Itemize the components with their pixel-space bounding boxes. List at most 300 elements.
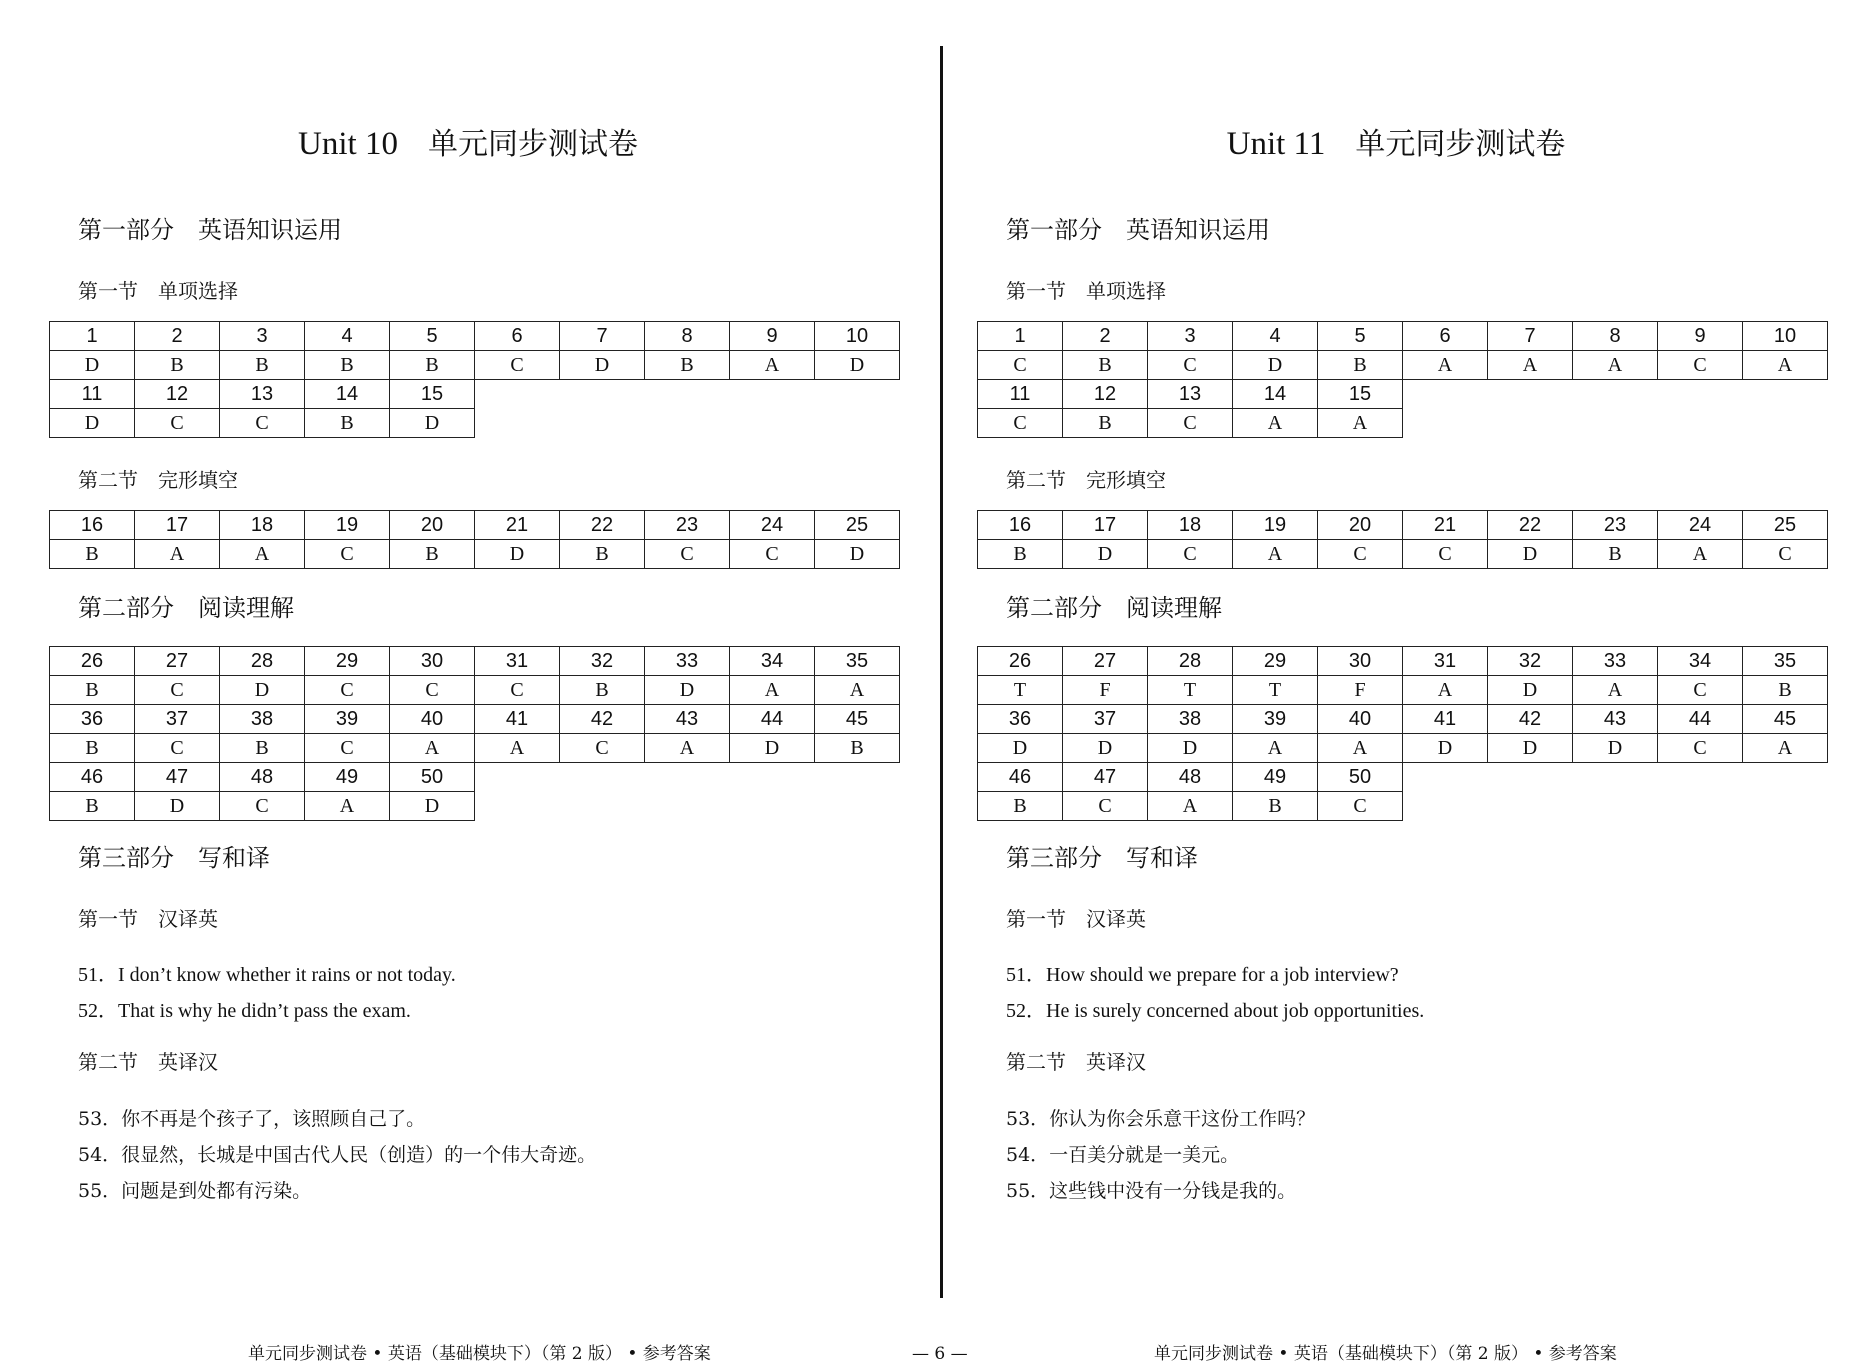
answer-cell: B (645, 351, 730, 380)
footer-right: 单元同步测试卷 • 英语（基础模块下）（第 2 版） • 参考答案 (1154, 1344, 1617, 1364)
question-number-cell: 29 (305, 647, 390, 676)
answer-cell: A (1658, 540, 1743, 569)
question-number-cell (1658, 763, 1743, 792)
answer-table (977, 646, 1828, 821)
part-heading: 第二部分 阅读理解 (78, 594, 294, 622)
question-number-cell: 45 (1743, 705, 1828, 734)
unit-title-zh: 单元同步测试卷 (427, 127, 638, 162)
answer-key-row (978, 409, 1828, 438)
answer-cell (1403, 792, 1488, 821)
question-number-cell: 13 (1148, 380, 1233, 409)
question-number-cell: 39 (1233, 705, 1318, 734)
answer-cell: F (1063, 676, 1148, 705)
question-number-cell: 32 (1488, 647, 1573, 676)
question-number-cell: 38 (1148, 705, 1233, 734)
question-number-cell: 1 (50, 322, 135, 351)
answer-cell: B (390, 540, 475, 569)
question-number-cell: 39 (305, 705, 390, 734)
answer-cell: C (1148, 409, 1233, 438)
question-number-cell (1488, 380, 1573, 409)
question-number-cell: 35 (1743, 647, 1828, 676)
translation-answer: 53．你不再是个孩子了，该照顾自己了。 (78, 1108, 426, 1130)
answer-cell: C (305, 676, 390, 705)
answer-number-row (50, 705, 900, 734)
answer-cell: D (645, 676, 730, 705)
answer-cell (560, 409, 645, 438)
answer-cell: C (135, 409, 220, 438)
answer-cell: B (305, 409, 390, 438)
answer-cell: C (390, 676, 475, 705)
answer-number-row (978, 705, 1828, 734)
answer-cell: A (305, 792, 390, 821)
answer-number-row (978, 511, 1828, 540)
unit-title (928, 124, 1864, 165)
answer-cell: C (645, 540, 730, 569)
question-number-cell: 44 (730, 705, 815, 734)
question-number-cell: 41 (1403, 705, 1488, 734)
answer-number-row (978, 380, 1828, 409)
answer-table (49, 321, 900, 438)
question-number-cell: 20 (390, 511, 475, 540)
answer-cell: D (1063, 734, 1148, 763)
question-number-cell: 45 (815, 705, 900, 734)
question-number-cell: 16 (978, 511, 1063, 540)
translation-answer: 51．How should we prepare for a job interview? (1006, 964, 1399, 986)
question-number-cell (730, 380, 815, 409)
answer-cell: D (1488, 676, 1573, 705)
answer-cell: C (1658, 676, 1743, 705)
section-heading: 第二节 英译汉 (1006, 1050, 1146, 1074)
answer-cell: B (50, 676, 135, 705)
answer-cell: D (1403, 734, 1488, 763)
answer-cell: A (1403, 351, 1488, 380)
answer-cell: A (1233, 540, 1318, 569)
part-heading: 第一部分 英语知识运用 (1006, 216, 1270, 244)
question-number-cell: 14 (1233, 380, 1318, 409)
answer-cell (1488, 792, 1573, 821)
question-number-cell: 12 (135, 380, 220, 409)
question-number-cell: 21 (1403, 511, 1488, 540)
question-number-cell: 31 (475, 647, 560, 676)
answer-cell: B (305, 351, 390, 380)
question-number-cell: 6 (475, 322, 560, 351)
question-number-cell: 37 (1063, 705, 1148, 734)
section-heading: 第一节 单项选择 (1006, 279, 1166, 303)
answer-cell: A (730, 351, 815, 380)
question-number-cell: 49 (1233, 763, 1318, 792)
question-number-cell: 22 (1488, 511, 1573, 540)
question-number-cell: 4 (1233, 322, 1318, 351)
answer-cell: A (220, 540, 305, 569)
unit-title-en: Unit 10 (298, 126, 398, 162)
question-number-cell: 11 (50, 380, 135, 409)
answer-cell: T (978, 676, 1063, 705)
answer-cell: D (1063, 540, 1148, 569)
question-number-cell: 9 (1658, 322, 1743, 351)
question-number-cell: 44 (1658, 705, 1743, 734)
answer-cell: D (390, 792, 475, 821)
answer-cell (1743, 409, 1828, 438)
question-number-cell: 41 (475, 705, 560, 734)
question-number-cell: 33 (645, 647, 730, 676)
question-number-cell: 46 (978, 763, 1063, 792)
answer-cell: C (305, 734, 390, 763)
answer-cell: B (50, 734, 135, 763)
translation-answer: 51．I don’t know whether it rains or not today. (78, 964, 456, 986)
answer-key-row (50, 409, 900, 438)
answer-cell: C (1658, 734, 1743, 763)
question-number-cell: 13 (220, 380, 305, 409)
question-number-cell: 28 (220, 647, 305, 676)
question-number-cell: 9 (730, 322, 815, 351)
question-number-cell: 29 (1233, 647, 1318, 676)
question-number-cell: 42 (560, 705, 645, 734)
question-number-cell: 24 (1658, 511, 1743, 540)
answer-cell (730, 792, 815, 821)
answer-cell: D (815, 540, 900, 569)
answer-cell (560, 792, 645, 821)
part-heading: 第一部分 英语知识运用 (78, 216, 342, 244)
question-number-cell: 40 (1318, 705, 1403, 734)
question-number-cell: 1 (978, 322, 1063, 351)
answer-cell: F (1318, 676, 1403, 705)
answer-cell: A (1233, 734, 1318, 763)
answer-cell (1658, 792, 1743, 821)
answer-cell: A (135, 540, 220, 569)
answer-cell: B (220, 734, 305, 763)
question-number-cell: 23 (1573, 511, 1658, 540)
question-number-cell: 28 (1148, 647, 1233, 676)
question-number-cell: 24 (730, 511, 815, 540)
answer-table (977, 321, 1828, 438)
answer-cell: D (1488, 734, 1573, 763)
unit-title-en: Unit 11 (1226, 126, 1326, 162)
question-number-cell: 10 (1743, 322, 1828, 351)
question-number-cell: 43 (645, 705, 730, 734)
answer-cell: B (1318, 351, 1403, 380)
answer-cell: B (50, 540, 135, 569)
question-number-cell (475, 763, 560, 792)
answer-cell: B (220, 351, 305, 380)
question-number-cell: 21 (475, 511, 560, 540)
question-number-cell: 31 (1403, 647, 1488, 676)
answer-cell: B (50, 792, 135, 821)
answer-number-row (978, 647, 1828, 676)
question-number-cell: 18 (220, 511, 305, 540)
answer-cell: B (135, 351, 220, 380)
answer-cell: A (1743, 734, 1828, 763)
answer-cell: D (135, 792, 220, 821)
answer-cell: D (1148, 734, 1233, 763)
answer-cell: D (390, 409, 475, 438)
section-heading: 第二节 英译汉 (78, 1050, 218, 1074)
answer-cell: C (220, 792, 305, 821)
answer-cell: C (1148, 540, 1233, 569)
answer-cell (730, 409, 815, 438)
question-number-cell: 10 (815, 322, 900, 351)
answer-cell: C (1318, 792, 1403, 821)
answer-cell: A (730, 676, 815, 705)
answer-cell: C (1658, 351, 1743, 380)
answer-cell: B (560, 540, 645, 569)
answer-cell (1658, 409, 1743, 438)
answer-cell: D (815, 351, 900, 380)
left-page (0, 0, 936, 1361)
answer-cell: D (1573, 734, 1658, 763)
answer-cell (645, 409, 730, 438)
answer-cell: A (815, 676, 900, 705)
answer-key-row (978, 792, 1828, 821)
answer-table (49, 646, 900, 821)
answer-cell: C (1743, 540, 1828, 569)
question-number-cell: 25 (815, 511, 900, 540)
question-number-cell: 26 (978, 647, 1063, 676)
answer-cell: A (645, 734, 730, 763)
question-number-cell: 16 (50, 511, 135, 540)
answer-cell (645, 792, 730, 821)
part-heading: 第三部分 写和译 (1006, 844, 1198, 872)
answer-cell: B (1063, 409, 1148, 438)
translation-answer: 52．He is surely concerned about job opportunities. (1006, 1000, 1425, 1022)
answer-cell (1488, 409, 1573, 438)
answer-number-row (978, 763, 1828, 792)
answer-number-row (50, 511, 900, 540)
section-heading: 第一节 单项选择 (78, 279, 238, 303)
answer-key-row (978, 676, 1828, 705)
answer-key-row (978, 351, 1828, 380)
question-number-cell: 17 (1063, 511, 1148, 540)
answer-cell: B (1573, 540, 1658, 569)
answer-cell: C (978, 351, 1063, 380)
question-number-cell: 5 (390, 322, 475, 351)
answer-cell: C (220, 409, 305, 438)
answer-cell: C (978, 409, 1063, 438)
question-number-cell: 3 (220, 322, 305, 351)
translation-answer: 54．很显然，长城是中国古代人民（创造）的一个伟大奇迹。 (78, 1144, 597, 1166)
question-number-cell: 30 (1318, 647, 1403, 676)
answer-cell: D (475, 540, 560, 569)
question-number-cell (645, 380, 730, 409)
question-number-cell: 7 (560, 322, 645, 351)
question-number-cell: 6 (1403, 322, 1488, 351)
question-number-cell: 23 (645, 511, 730, 540)
question-number-cell: 18 (1148, 511, 1233, 540)
answer-cell: B (560, 676, 645, 705)
question-number-cell (475, 380, 560, 409)
question-number-cell (645, 763, 730, 792)
answer-cell: C (305, 540, 390, 569)
question-number-cell: 14 (305, 380, 390, 409)
question-number-cell: 26 (50, 647, 135, 676)
question-number-cell (1488, 763, 1573, 792)
answer-cell: A (1233, 409, 1318, 438)
translation-answer: 55．这些钱中没有一分钱是我的。 (1006, 1180, 1297, 1202)
question-number-cell: 25 (1743, 511, 1828, 540)
part-heading: 第三部分 写和译 (78, 844, 270, 872)
question-number-cell: 50 (1318, 763, 1403, 792)
answer-key-row (50, 676, 900, 705)
answer-cell (1743, 792, 1828, 821)
answer-cell: C (560, 734, 645, 763)
answer-cell: B (978, 792, 1063, 821)
unit-title-zh: 单元同步测试卷 (1355, 127, 1566, 162)
answer-cell (1403, 409, 1488, 438)
answer-table (977, 510, 1828, 569)
translation-answer: 54．一百美分就是一美元。 (1006, 1144, 1240, 1166)
answer-cell: B (390, 351, 475, 380)
question-number-cell: 12 (1063, 380, 1148, 409)
question-number-cell: 49 (305, 763, 390, 792)
question-number-cell (1743, 380, 1828, 409)
section-heading: 第一节 汉译英 (78, 907, 218, 931)
question-number-cell: 22 (560, 511, 645, 540)
question-number-cell (730, 763, 815, 792)
answer-cell: B (1063, 351, 1148, 380)
page-number: — 6 — (912, 1344, 968, 1364)
question-number-cell: 37 (135, 705, 220, 734)
answer-cell (475, 792, 560, 821)
question-number-cell: 20 (1318, 511, 1403, 540)
answer-cell: A (1488, 351, 1573, 380)
question-number-cell (1573, 380, 1658, 409)
answer-cell (815, 409, 900, 438)
answer-cell: D (50, 409, 135, 438)
question-number-cell: 4 (305, 322, 390, 351)
answer-key-row (978, 540, 1828, 569)
question-number-cell: 46 (50, 763, 135, 792)
question-number-cell: 48 (220, 763, 305, 792)
question-number-cell: 34 (1658, 647, 1743, 676)
answer-cell: D (730, 734, 815, 763)
answer-cell (1573, 409, 1658, 438)
answer-key-row (978, 734, 1828, 763)
answer-cell: A (1318, 734, 1403, 763)
question-number-cell: 27 (135, 647, 220, 676)
question-number-cell (1403, 380, 1488, 409)
question-number-cell: 33 (1573, 647, 1658, 676)
answer-cell (475, 409, 560, 438)
answer-key-row (50, 734, 900, 763)
section-heading: 第二节 完形填空 (1006, 468, 1166, 492)
question-number-cell (815, 763, 900, 792)
question-number-cell: 17 (135, 511, 220, 540)
answer-cell: A (1403, 676, 1488, 705)
answer-cell: C (730, 540, 815, 569)
question-number-cell: 50 (390, 763, 475, 792)
answer-cell: D (1233, 351, 1318, 380)
part-heading: 第二部分 阅读理解 (1006, 594, 1222, 622)
answer-key-row (50, 351, 900, 380)
translation-answer: 55．问题是到处都有污染。 (78, 1180, 312, 1202)
question-number-cell: 42 (1488, 705, 1573, 734)
question-number-cell: 2 (135, 322, 220, 351)
answer-cell (815, 792, 900, 821)
answer-cell: A (1573, 351, 1658, 380)
answer-number-row (50, 322, 900, 351)
question-number-cell (560, 763, 645, 792)
answer-cell: A (1573, 676, 1658, 705)
question-number-cell: 8 (645, 322, 730, 351)
answer-key-row (50, 540, 900, 569)
question-number-cell: 3 (1148, 322, 1233, 351)
answer-cell: D (1488, 540, 1573, 569)
question-number-cell (1573, 763, 1658, 792)
question-number-cell: 36 (978, 705, 1063, 734)
question-number-cell: 34 (730, 647, 815, 676)
question-number-cell: 43 (1573, 705, 1658, 734)
question-number-cell: 35 (815, 647, 900, 676)
question-number-cell: 32 (560, 647, 645, 676)
translation-answer: 53．你认为你会乐意干这份工作吗？ (1006, 1108, 1316, 1130)
question-number-cell: 40 (390, 705, 475, 734)
answer-cell: B (815, 734, 900, 763)
answer-cell: B (1743, 676, 1828, 705)
section-heading: 第一节 汉译英 (1006, 907, 1146, 931)
translation-answer: 52．That is why he didn’t pass the exam. (78, 1000, 411, 1022)
answer-cell: C (1148, 351, 1233, 380)
answer-cell: C (135, 734, 220, 763)
answer-cell: C (135, 676, 220, 705)
question-number-cell: 38 (220, 705, 305, 734)
unit-title (0, 124, 936, 165)
answer-cell: D (50, 351, 135, 380)
answer-cell: C (475, 676, 560, 705)
question-number-cell: 5 (1318, 322, 1403, 351)
answer-number-row (978, 322, 1828, 351)
answer-table (49, 510, 900, 569)
answer-cell: A (475, 734, 560, 763)
question-number-cell: 15 (390, 380, 475, 409)
answer-cell: A (1318, 409, 1403, 438)
question-number-cell: 47 (135, 763, 220, 792)
answer-cell: D (220, 676, 305, 705)
answer-number-row (50, 763, 900, 792)
answer-cell: C (475, 351, 560, 380)
answer-cell: C (1063, 792, 1148, 821)
question-number-cell (560, 380, 645, 409)
answer-cell: D (978, 734, 1063, 763)
question-number-cell (1403, 763, 1488, 792)
answer-key-row (50, 792, 900, 821)
question-number-cell: 19 (1233, 511, 1318, 540)
answer-cell: B (978, 540, 1063, 569)
answer-cell: T (1148, 676, 1233, 705)
question-number-cell: 27 (1063, 647, 1148, 676)
question-number-cell (1658, 380, 1743, 409)
question-number-cell: 8 (1573, 322, 1658, 351)
right-page (928, 0, 1864, 1361)
answer-cell: A (1148, 792, 1233, 821)
answer-cell: D (560, 351, 645, 380)
question-number-cell: 19 (305, 511, 390, 540)
question-number-cell: 48 (1148, 763, 1233, 792)
answer-number-row (50, 647, 900, 676)
answer-cell: T (1233, 676, 1318, 705)
question-number-cell: 2 (1063, 322, 1148, 351)
answer-cell (1573, 792, 1658, 821)
question-number-cell: 47 (1063, 763, 1148, 792)
answer-cell: A (1743, 351, 1828, 380)
question-number-cell: 15 (1318, 380, 1403, 409)
answer-cell: C (1318, 540, 1403, 569)
answer-cell: A (390, 734, 475, 763)
answer-cell: B (1233, 792, 1318, 821)
question-number-cell: 7 (1488, 322, 1573, 351)
question-number-cell: 36 (50, 705, 135, 734)
footer-left: 单元同步测试卷 • 英语（基础模块下）（第 2 版） • 参考答案 (248, 1344, 711, 1364)
question-number-cell (1743, 763, 1828, 792)
section-heading: 第二节 完形填空 (78, 468, 238, 492)
